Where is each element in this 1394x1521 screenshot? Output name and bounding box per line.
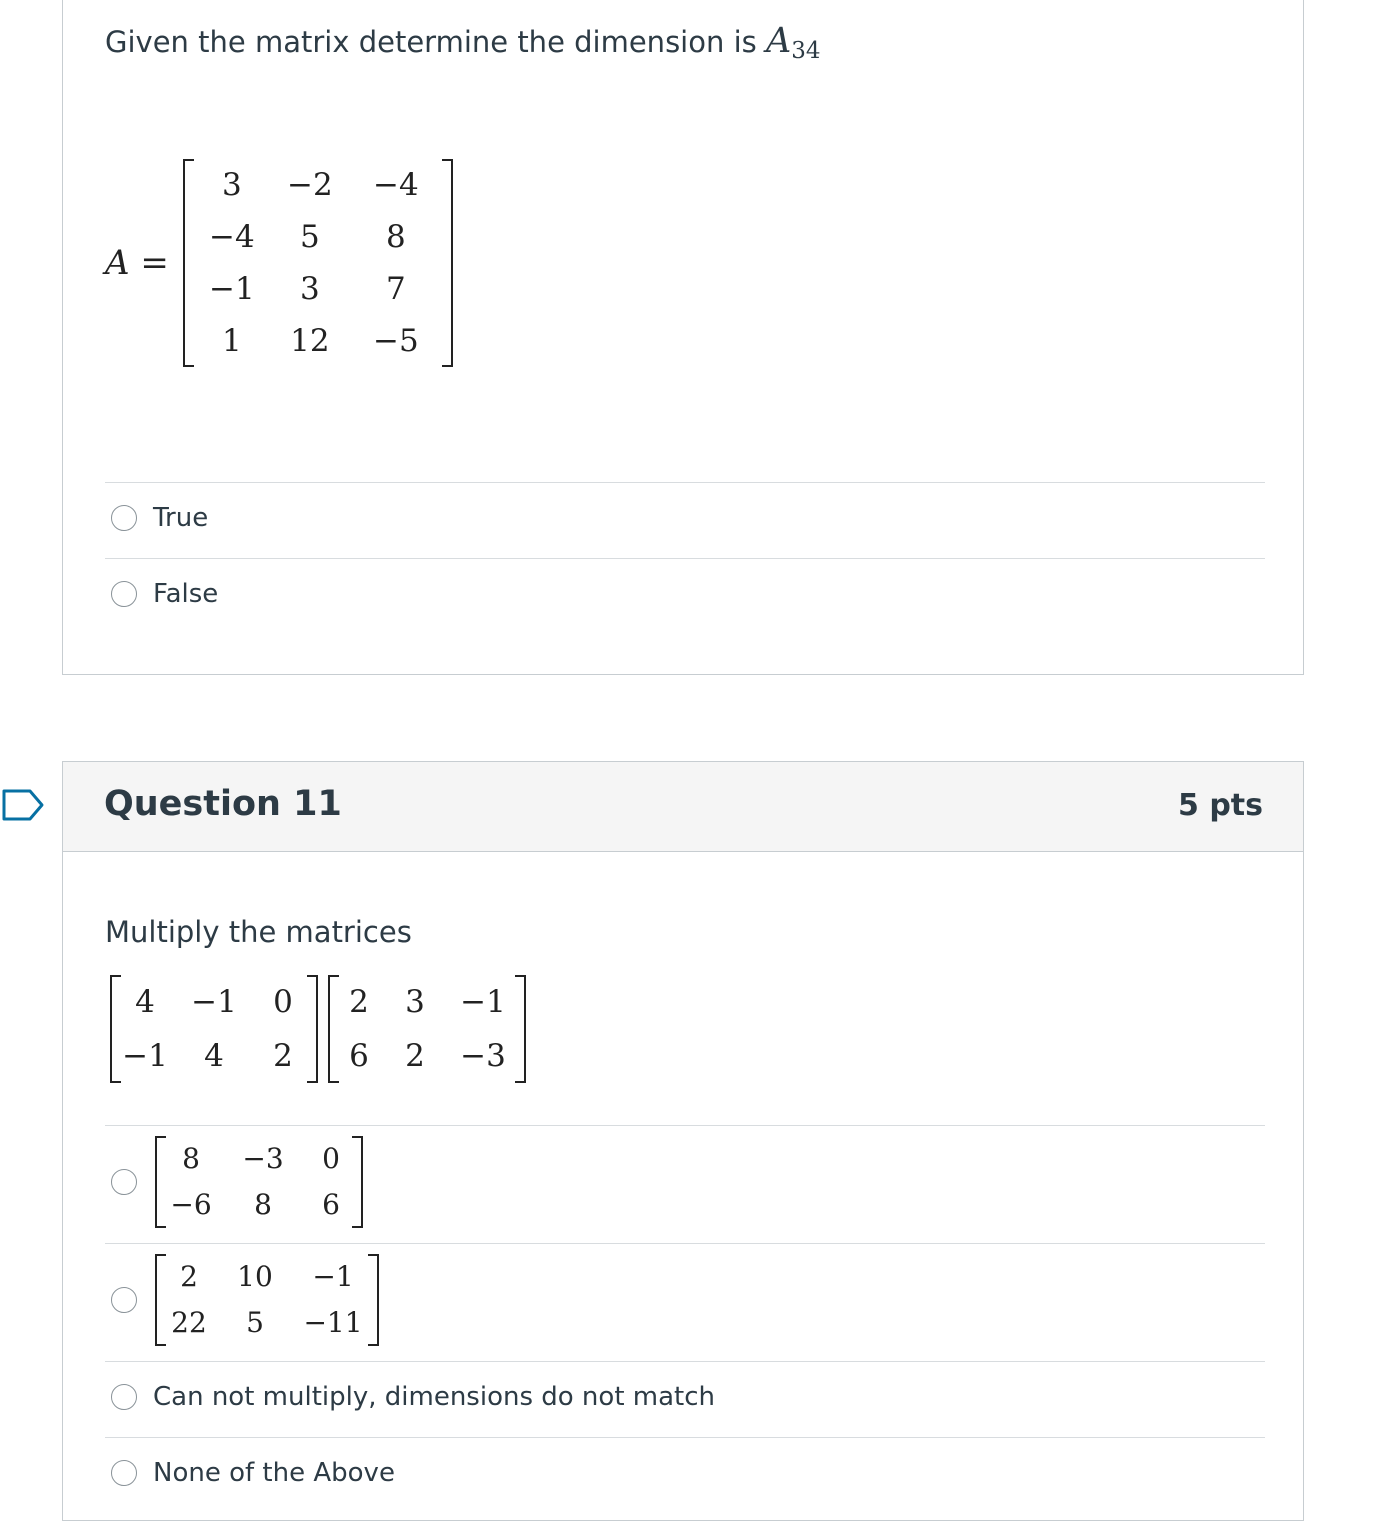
divider — [105, 482, 1265, 483]
question-10-prompt-text: Given the matrix determine the dimension is — [105, 25, 757, 59]
matrix-cell: 3 — [221, 167, 242, 203]
divider — [105, 1437, 1265, 1438]
matrix-right — [328, 975, 526, 1083]
matrix-cell: 2 — [405, 1038, 425, 1074]
matrix-cell: 2 — [349, 984, 369, 1020]
matrix-cell: −1 — [312, 1260, 354, 1293]
question-10-prompt — [105, 21, 821, 64]
matrix-cell: −3 — [242, 1142, 284, 1175]
matrix-cell: −6 — [170, 1188, 212, 1221]
option-1-matrix — [155, 1136, 363, 1228]
option-true-label: True — [153, 503, 209, 533]
question-header — [63, 762, 1303, 852]
matrix-cell: 6 — [349, 1038, 369, 1074]
matrix-cell: 22 — [171, 1306, 207, 1339]
matrix-cell: 8 — [385, 219, 406, 255]
matrix-cell: 5 — [299, 219, 320, 255]
option-matrix-2[interactable] — [105, 1254, 379, 1346]
matrix-cell: −5 — [373, 323, 419, 359]
question-11-card — [62, 761, 1304, 1521]
matrix-cell: 6 — [322, 1188, 340, 1221]
radio-false[interactable] — [111, 581, 137, 607]
matrix-cell: 4 — [135, 984, 155, 1020]
matrix-cell: 2 — [180, 1260, 198, 1293]
dimension-subscript: 34 — [791, 38, 821, 64]
radio-option-3[interactable] — [111, 1384, 137, 1410]
divider — [105, 558, 1265, 559]
dimension-notation — [765, 21, 821, 64]
matrix-cell: 8 — [182, 1142, 200, 1175]
matrix-cell: 12 — [290, 323, 330, 359]
matrix-cell: −4 — [209, 219, 255, 255]
option-1-matrix-wrap — [155, 1136, 363, 1228]
radio-option-4[interactable] — [111, 1460, 137, 1486]
radio-option-1[interactable] — [111, 1169, 137, 1195]
dimension-symbol: A — [765, 21, 792, 61]
matrix-a — [183, 159, 453, 367]
radio-true[interactable] — [111, 505, 137, 531]
option-4-label: None of the Above — [153, 1458, 395, 1488]
matrix-label: A = — [105, 243, 169, 283]
matrix-cell: −4 — [373, 167, 419, 203]
matrix-product-display — [110, 975, 526, 1083]
matrix-cell: −1 — [191, 984, 237, 1020]
matrix-cell: −2 — [287, 167, 333, 203]
matrix-cell: 7 — [385, 271, 406, 307]
matrix-cell: 3 — [405, 984, 425, 1020]
divider — [105, 1243, 1265, 1244]
matrix-cell: 3 — [299, 271, 320, 307]
option-cannot-multiply[interactable] — [105, 1382, 715, 1412]
matrix-cell: 2 — [273, 1038, 293, 1074]
matrix-cell: −1 — [122, 1038, 168, 1074]
matrix-cell: 8 — [254, 1188, 272, 1221]
option-false[interactable] — [105, 579, 218, 609]
question-points: 5 pts — [1178, 788, 1263, 823]
option-true[interactable] — [105, 503, 208, 533]
matrix-cell: 10 — [237, 1260, 273, 1293]
question-11-prompt: Multiply the matrices — [105, 915, 412, 949]
matrix-cell: 5 — [246, 1306, 264, 1339]
matrix-cell: −1 — [460, 984, 506, 1020]
matrix-cell: 4 — [204, 1038, 224, 1074]
question-title: Question 11 — [104, 784, 342, 824]
radio-option-2[interactable] — [111, 1287, 137, 1313]
bookmark-flag-icon[interactable] — [0, 788, 46, 822]
matrix-cell: −11 — [303, 1306, 363, 1339]
matrix-a-display — [105, 159, 453, 367]
matrix-cell: −3 — [460, 1038, 506, 1074]
option-none-of-the-above[interactable] — [105, 1458, 395, 1488]
matrix-cell: 0 — [273, 984, 293, 1020]
option-2-matrix — [155, 1254, 379, 1346]
option-3-label: Can not multiply, dimensions do not match — [153, 1382, 716, 1412]
question-10-card — [62, 0, 1304, 675]
option-matrix-1[interactable] — [105, 1136, 363, 1228]
divider — [105, 1361, 1265, 1362]
matrix-cell: 1 — [221, 323, 242, 359]
divider — [105, 1125, 1265, 1126]
option-2-matrix-wrap — [155, 1254, 379, 1346]
option-false-label: False — [153, 579, 219, 609]
matrix-left — [110, 975, 318, 1083]
matrix-cell: −1 — [209, 271, 255, 307]
matrix-cell: 0 — [322, 1142, 340, 1175]
